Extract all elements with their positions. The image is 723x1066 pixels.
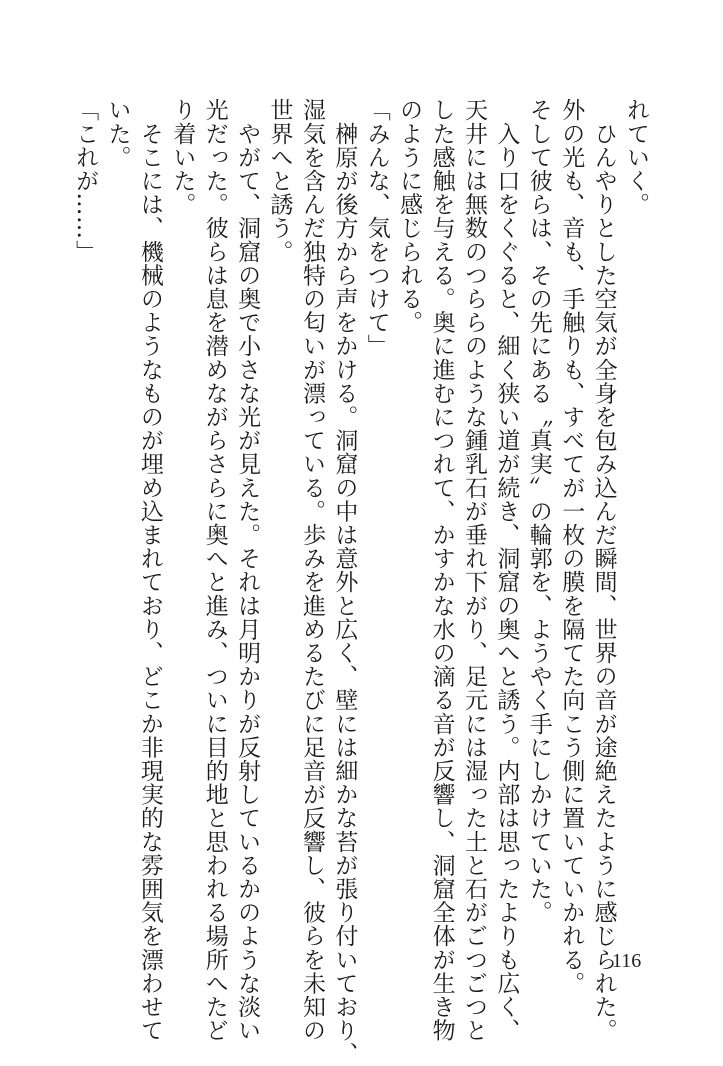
text-line: のように感じられる。 [396, 98, 423, 334]
text-line: やがて、洞窟の奥で小さな光が見えた。それは月明かりが反射しているかのような淡い [234, 98, 261, 1042]
text-line: した感触を与える。奥に進むにつれて、かすかな水の滴る音が反響し、洞窟全体が生き物 [428, 98, 455, 1042]
text-line: れていく。 [623, 98, 649, 216]
text-line: 湿気を含んだ独特の匂いが漂っている。歩みを進めるたびに足音が反響し、彼らを未知の [298, 98, 325, 1042]
text-line: 天井には無数のつららのような鍾乳石が垂れ下がり、足元には湿った土と石がごつごつと [460, 98, 487, 1042]
text-line: 世界へと誘う。 [266, 98, 293, 264]
text-line: いた。 [104, 98, 131, 169]
text-line: ひんやりとした空気が全身を包み込んだ瞬間、世界の音が途絶えたように感じられた。 [590, 98, 617, 1042]
text-line: 「これが……」 [72, 98, 99, 264]
page-number: 116 [612, 950, 642, 972]
text-line: そこには、機械のようなものが埋め込まれており、どこか非現実的な雰囲気を漂わせて [136, 98, 163, 1042]
text-line: り着いた。 [169, 98, 196, 216]
text-line: 「みんな、気をつけて」 [363, 98, 390, 358]
text-line: 榊原が後方から声をかける。洞窟の中は意外と広く、壁には細かな苔が張り付いており、 [331, 98, 358, 1066]
text-line: そして彼らは、その先にある〝真実〟の輪郭を、ようやく手にしかけていた。 [525, 98, 552, 924]
text-line: 光だった。彼らは息を潜めながらさらに奥へと進み、ついに目的地と思われる場所へたど [201, 98, 228, 1042]
text-line: 入り口をくぐると、細く狭い道が続き、洞窟の奥へと誘う。内部は思ったよりも広く、 [493, 98, 520, 1042]
text-line: 外の光も、音も、手触りも、すべてが一枚の膜を隔てた向こう側に置いていかれる。 [558, 98, 585, 995]
